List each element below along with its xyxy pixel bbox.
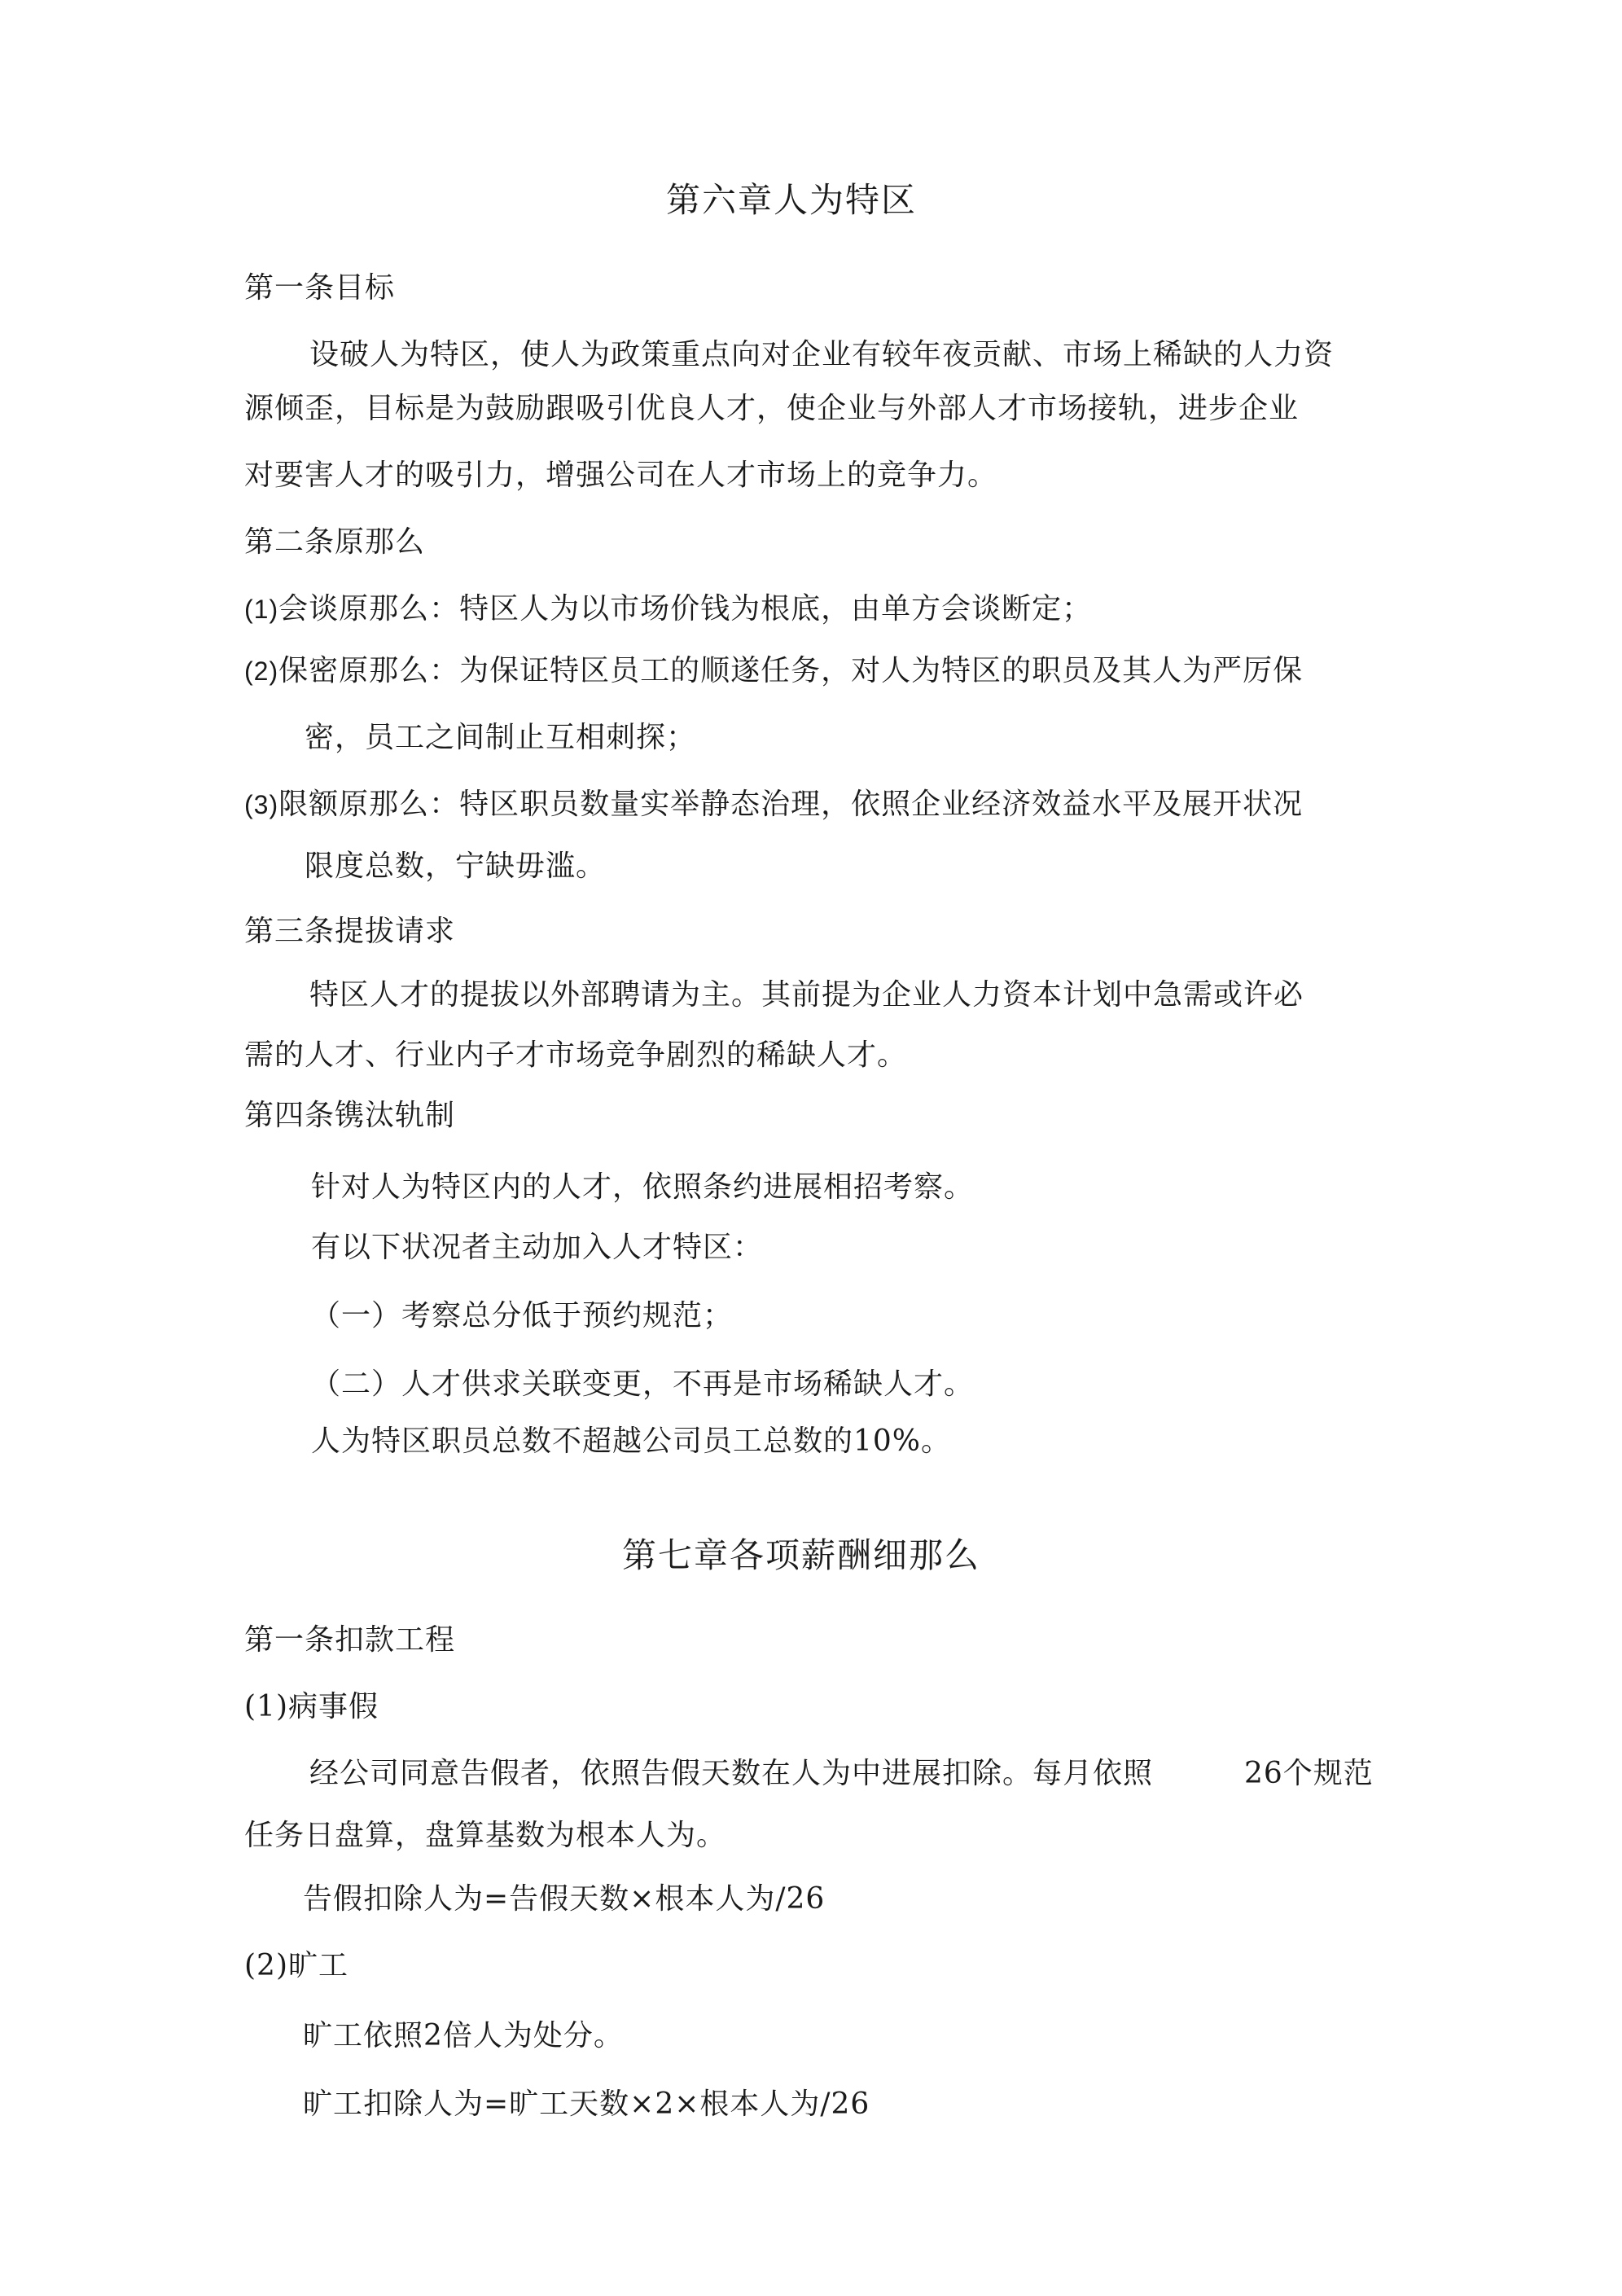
article-1-line-2: 源倾歪，目标是为鼓励跟吸引优良人才，使企业与外部人才市场接轨，进步企业 — [244, 392, 1300, 425]
article-4-line-2: 有以下状况者主动加入人才特区： — [311, 1231, 764, 1264]
sick-leave-line-1: 经公司同意告假者，依照告假天数在人为中进展扣除。每月依照 — [309, 1757, 1154, 1790]
chapter-6-title: 第六章人为特区 — [666, 180, 918, 220]
sick-leave-line-1-tail: 26个规范 — [1244, 1757, 1374, 1790]
article-2-item-2-continued: 密，员工之间制止互相刺探； — [305, 721, 697, 754]
chapter-7-title: 第七章各项薪酬细那么 — [622, 1535, 981, 1575]
article-3-line-2: 需的人才、行业内子才市场竞争剧烈的稀缺人才。 — [244, 1038, 908, 1072]
sick-leave-formula: 告假扣除人为=告假天数×根本人为/26 — [303, 1882, 826, 1916]
article-2-item-3 — [244, 787, 1303, 823]
article-3-heading: 第三条提拔请求 — [244, 915, 456, 948]
absenteeism-formula: 旷工扣除人为=旷工天数×2×根本人为/26 — [303, 2087, 870, 2121]
article-4-heading: 第四条镌汰轨制 — [244, 1099, 456, 1132]
article-4-line-5: 人为特区职员总数不超越公司员工总数的10%。 — [311, 1425, 952, 1458]
item-number: (3) — [244, 790, 279, 819]
article-3-line-1: 特区人才的提拔以外部聘请为主。其前提为企业人力资本计划中急需或许必 — [309, 978, 1304, 1012]
sick-leave-label: (1)病事假 — [244, 1690, 379, 1723]
article-4-line-4: （二）人才供求关联变更，不再是市场稀缺人才。 — [311, 1368, 975, 1401]
article-1-line-3: 对要害人才的吸引力，增强公司在人才市场上的竞争力。 — [244, 459, 998, 492]
item-text: 限额原那么：特区职员数量实举静态治理，依照企业经济效益水平及展开状况 — [278, 788, 1304, 821]
article-1-heading: 第一条目标 — [244, 271, 396, 305]
chapter-7-article-1-heading: 第一条扣款工程 — [244, 1623, 456, 1657]
item-number: (2) — [244, 656, 279, 686]
absenteeism-line-1: 旷工依照2倍人为处分。 — [303, 2019, 624, 2052]
article-4-line-1: 针对人为特区内的人才，依照条约进展相招考察。 — [311, 1170, 975, 1204]
article-4-line-3: （一）考察总分低于预约规范； — [311, 1299, 734, 1332]
article-2-item-1 — [244, 591, 1092, 627]
absenteeism-label: (2)旷工 — [244, 1949, 349, 1982]
sick-leave-line-2: 任务日盘算，盘算基数为根本人为。 — [244, 1819, 727, 1852]
item-number: (1) — [244, 595, 279, 624]
item-text: 会谈原那么：特区人为以市场价钱为根底，由单方会谈断定； — [278, 592, 1093, 626]
article-2-heading: 第二条原那么 — [244, 525, 426, 559]
item-text: 保密原那么：为保证特区员工的顺遂任务，对人为特区的职员及其人为严厉保 — [278, 654, 1304, 687]
article-1-line-1: 设破人为特区，使人为政策重点向对企业有较年夜贡献、市场上稀缺的人力资 — [309, 338, 1335, 371]
article-2-item-2 — [244, 653, 1303, 689]
article-2-item-3-continued: 限度总数，宁缺毋滥。 — [305, 849, 607, 883]
